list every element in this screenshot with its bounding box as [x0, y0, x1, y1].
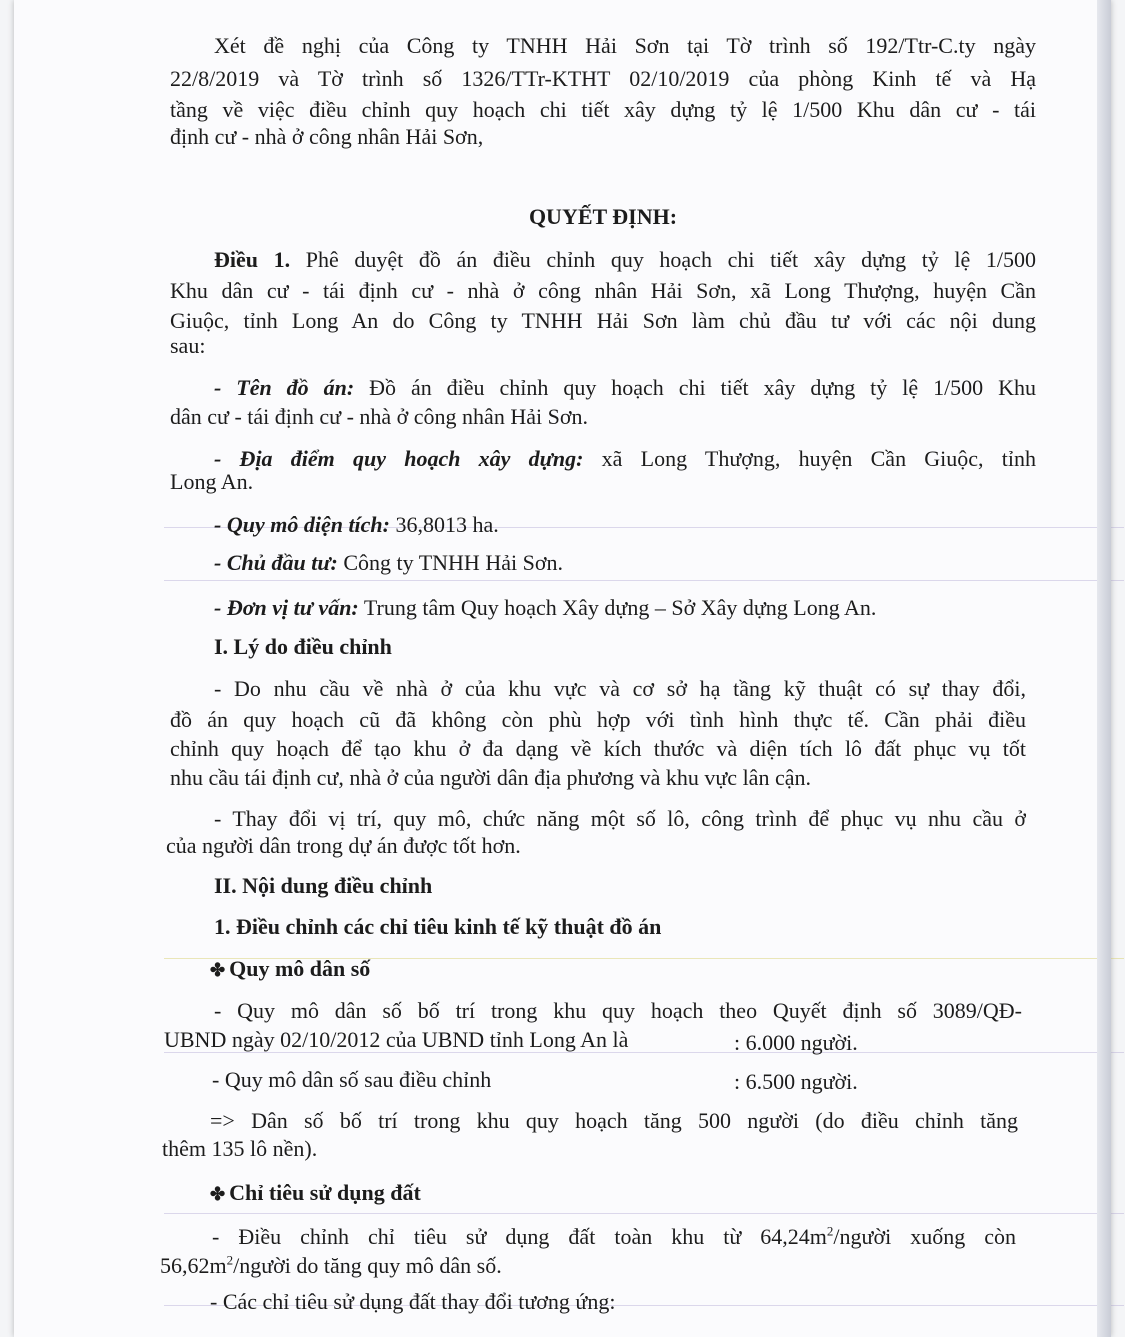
preamble-line: Xét đề nghị của Công ty TNHH Hải Sơn tại Tờ trình số 192/Ttr-C.ty ngày: [214, 33, 1036, 58]
item-dia-diem: [214, 446, 1036, 472]
decision-heading: QUYẾT ĐỊNH:: [528, 204, 678, 229]
item-value: Trung tâm Quy hoạch Xây dựng – Sở Xây dựng Long An.: [363, 595, 877, 620]
section-1-line: nhu cầu tái định cư, nhà ở của người dân địa phương và khu vực lân cận.: [170, 765, 811, 790]
article-1-line: Giuộc, tỉnh Long An do Công ty TNHH Hải Sơn làm chủ đầu tư với các nội dung: [170, 308, 1036, 333]
population-value: : 6.500 người.: [734, 1069, 858, 1094]
star-bullet-icon: ✤: [210, 960, 226, 980]
superscript: 2: [226, 1252, 234, 1268]
population-value: : 6.000 người.: [734, 1030, 858, 1055]
land-use-text: - Điều chỉnh chỉ tiêu sử dụng đất toàn khu từ 64,24m: [212, 1224, 827, 1249]
population-title: [210, 956, 370, 983]
section-1-title: I. Lý do điều chỉnh: [214, 634, 392, 659]
section-1-line: đồ án quy hoạch cũ đã không còn phù hợp với tình hình thực tế. Cần phải điều: [170, 707, 1026, 732]
item-quy-mo: [214, 512, 499, 538]
population-line: UBND ngày 02/10/2012 của UBND tỉnh Long An là: [164, 1027, 629, 1052]
preamble-line: tầng về việc điều chỉnh quy hoạch chi tiết xây dựng tỷ lệ 1/500 Khu dân cư - tái: [170, 97, 1036, 122]
item-value: Đồ án điều chỉnh quy hoạch chi tiết xây dựng tỷ lệ 1/500 Khu: [369, 375, 1036, 400]
land-use-title-text: Chỉ tiêu sử dụng đất: [229, 1180, 421, 1205]
population-line: - Quy mô dân số bố trí trong khu quy hoạch theo Quyết định số 3089/QĐ-: [214, 998, 1022, 1023]
population-title-text: Quy mô dân số: [229, 956, 371, 981]
article-1-label: Điều 1.: [214, 247, 291, 272]
item-don-vi-tu-van: [214, 595, 876, 621]
section-2-subtitle: 1. Điều chỉnh các chỉ tiêu kinh tế kỹ thuật đồ án: [214, 914, 662, 939]
section-2-title: II. Nội dung điều chỉnh: [214, 873, 433, 898]
item-value: xã Long Thượng, huyện Cần Giuộc, tỉnh: [601, 446, 1036, 471]
article-1-line: sau:: [170, 333, 206, 358]
page-edge-shadow: [1097, 0, 1111, 1337]
land-use-title: [210, 1180, 421, 1207]
land-use-line: [212, 1224, 1016, 1250]
section-1-line: - Do nhu cầu về nhà ở của khu vực và cơ sở hạ tầng kỹ thuật có sự thay đổi,: [214, 676, 1026, 701]
article-1-text: Phê duyệt đồ án điều chỉnh quy hoạch chi tiết xây dựng tỷ lệ 1/500: [305, 247, 1036, 272]
land-use-line: [160, 1253, 502, 1279]
preamble-line: định cư - nhà ở công nhân Hải Sơn,: [170, 124, 484, 149]
item-label: - Chủ đầu tư:: [214, 550, 338, 575]
population-line: - Quy mô dân số sau điều chỉnh: [212, 1067, 492, 1092]
land-use-text: /người xuống còn: [833, 1224, 1016, 1249]
item-ten-do-an: [214, 375, 1036, 401]
item-dia-diem-cont: Long An.: [170, 469, 254, 494]
land-use-text: 56,62m: [160, 1253, 227, 1278]
population-line: thêm 135 lô nền).: [162, 1136, 318, 1161]
item-label: - Đơn vị tư vấn:: [214, 595, 359, 620]
land-use-text: /người do tăng quy mô dân số.: [233, 1253, 502, 1278]
document-page: [14, 0, 1111, 1337]
land-use-line: - Các chỉ tiêu sử dụng đất thay đổi tương ứng:: [210, 1289, 616, 1314]
section-1-line: chỉnh quy hoạch để tạo khu ở đa dạng về kích thước và diện tích lô đất phục vụ tốt: [170, 736, 1026, 761]
article-1-line: [214, 247, 1036, 273]
section-1-line: - Thay đổi vị trí, quy mô, chức năng một số lô, công trình để phục vụ nhu cầu ở: [214, 806, 1026, 831]
population-line: => Dân số bố trí trong khu quy hoạch tăng 500 người (do điều chỉnh tăng: [210, 1108, 1018, 1133]
item-ten-do-an-cont: dân cư - tái định cư - nhà ở công nhân Hải Sơn.: [170, 404, 588, 429]
item-chu-dau-tu: [214, 550, 563, 576]
item-label: - Quy mô diện tích:: [214, 512, 390, 537]
scan-line: [164, 1213, 1124, 1214]
scan-line: [164, 580, 1124, 581]
superscript: 2: [826, 1224, 834, 1239]
item-label: - Địa điểm quy hoạch xây dựng:: [214, 446, 584, 471]
preamble-line: 22/8/2019 và Tờ trình số 1326/TTr-KTHT 02/10/2019 của phòng Kinh tế và Hạ: [170, 66, 1036, 91]
item-label: - Tên đồ án:: [214, 375, 355, 400]
item-value: 36,8013 ha.: [395, 512, 499, 537]
section-1-line: của người dân trong dự án được tốt hơn.: [166, 833, 521, 858]
article-1-line: Khu dân cư - tái định cư - nhà ở công nhân Hải Sơn, xã Long Thượng, huyện Cần: [170, 278, 1036, 303]
star-bullet-icon: ✤: [210, 1184, 226, 1204]
item-value: Công ty TNHH Hải Sơn.: [343, 550, 563, 575]
